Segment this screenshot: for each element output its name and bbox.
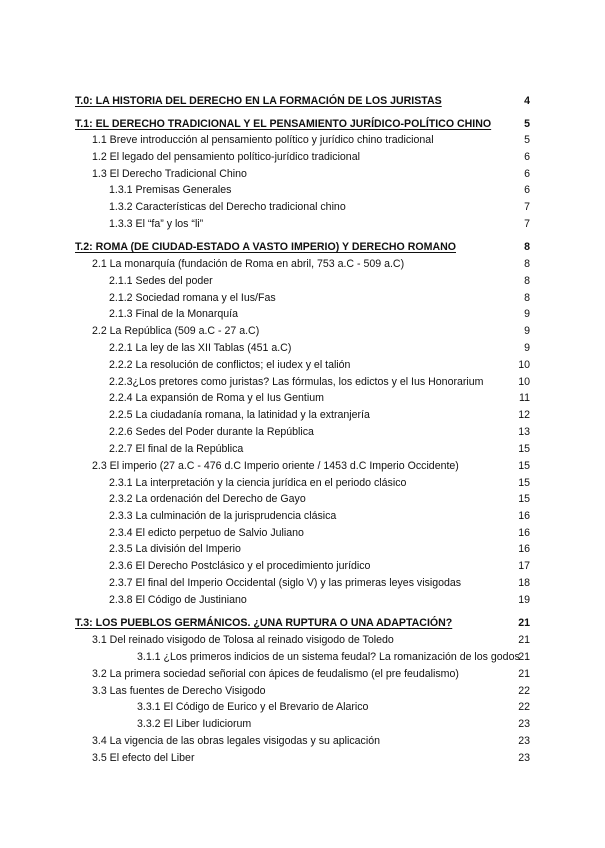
toc-subsection[interactable] (75, 216, 530, 232)
toc-section[interactable] (75, 323, 530, 339)
toc-section[interactable] (75, 149, 530, 165)
toc-page: 7 (524, 218, 530, 230)
toc-page: 17 (518, 560, 530, 572)
toc-title: 1.2 El legado del pensamiento político-jurídico tradicional (92, 151, 360, 163)
toc-title: 2.2.1 La ley de las XII Tablas (451 a.C) (109, 342, 292, 354)
toc-page: 15 (518, 460, 530, 472)
toc-page: 9 (524, 342, 530, 354)
toc-title: 3.3.1 El Código de Eurico y el Brevario de Alarico (137, 701, 369, 713)
toc-title: 1.1 Breve introducción al pensamiento político y jurídico chino tradicional (92, 134, 434, 146)
toc-title: 2.1 La monarquía (fundación de Roma en abril, 753 a.C - 509 a.C) (92, 258, 405, 270)
toc-subsection[interactable] (75, 592, 530, 608)
toc-page: 21 (518, 634, 530, 646)
toc-title: T.2: ROMA (DE CIUDAD-ESTADO A VASTO IMPERIO) Y DERECHO ROMANO (75, 241, 456, 253)
toc-page: 16 (518, 527, 530, 539)
toc-chapter-0[interactable] (75, 93, 530, 109)
toc-subsection[interactable] (75, 575, 530, 591)
toc-subsection[interactable] (75, 525, 530, 541)
toc-title: T.3: LOS PUEBLOS GERMÁNICOS. ¿UNA RUPTURA O UNA ADAPTACIÓN? (75, 617, 453, 629)
toc-page: 13 (518, 426, 530, 438)
toc-title: 2.2.6 Sedes del Poder durante la República (109, 426, 314, 438)
toc-page: 21 (518, 651, 530, 663)
toc-subsection[interactable] (75, 340, 530, 356)
toc-subsection[interactable] (75, 357, 530, 373)
toc-title: 2.3.5 La división del Imperio (109, 543, 241, 555)
toc-section[interactable] (75, 632, 530, 648)
toc-page: 15 (518, 477, 530, 489)
toc-title: 2.3.3 La culminación de la jurisprudencia clásica (109, 510, 337, 522)
toc-page: 5 (524, 118, 530, 130)
toc-title: 2.1.2 Sociedad romana y el Ius/Fas (109, 292, 276, 304)
toc-page: 8 (524, 241, 530, 253)
toc-subsection[interactable] (75, 407, 530, 423)
toc-chapter-3[interactable] (75, 615, 530, 631)
toc-title: 2.2.2 La resolución de conflictos; el iudex y el talión (109, 359, 351, 371)
toc-section[interactable] (75, 166, 530, 182)
toc-subsection[interactable] (75, 699, 530, 715)
toc-subsection[interactable] (75, 649, 530, 665)
toc-section[interactable] (75, 458, 530, 474)
toc-title: 1.3 El Derecho Tradicional Chino (92, 168, 247, 180)
toc-page: 22 (518, 685, 530, 697)
toc-page: 4 (524, 95, 530, 107)
toc-subsection[interactable] (75, 199, 530, 215)
toc-page: 8 (524, 275, 530, 287)
toc-title: T.1: EL DERECHO TRADICIONAL Y EL PENSAMIENTO JURÍDICO-POLÍTICO CHINO (75, 118, 492, 130)
toc-page: 7 (524, 201, 530, 213)
toc-page: 9 (524, 325, 530, 337)
toc-title: 2.3 El imperio (27 a.C - 476 d.C Imperio oriente / 1453 d.C Imperio Occidente) (92, 460, 459, 472)
toc-title: 2.2.3¿Los pretores como juristas? Las fórmulas, los edictos y el Ius Honorarium (109, 376, 484, 388)
toc-chapter-1[interactable] (75, 116, 530, 132)
toc-subsection[interactable] (75, 508, 530, 524)
toc-page: 11 (519, 392, 530, 404)
toc-page: 16 (518, 543, 530, 555)
toc-page: 6 (524, 184, 530, 196)
toc-subsection[interactable] (75, 182, 530, 198)
toc-page: 10 (518, 376, 530, 388)
toc-page: 15 (518, 443, 530, 455)
toc-title: 2.3.7 El final del Imperio Occidental (siglo V) y las primeras leyes visigodas (109, 577, 462, 589)
toc-page: 16 (518, 510, 530, 522)
toc-page: 12 (518, 409, 530, 421)
toc-title: 1.3.3 El “fa” y los “li” (109, 218, 204, 230)
toc-page: 8 (524, 258, 530, 270)
toc-title: 3.2 La primera sociedad señorial con ápices de feudalismo (el pre feudalismo) (92, 668, 459, 680)
toc-title: 1.3.2 Características del Derecho tradicional chino (109, 201, 346, 213)
toc-page: 10 (518, 359, 530, 371)
toc-title: 2.3.6 El Derecho Postclásico y el procedimiento jurídico (109, 560, 371, 572)
toc-section[interactable] (75, 132, 530, 148)
toc-page: 15 (518, 493, 530, 505)
toc-section[interactable] (75, 750, 530, 766)
toc-title: 2.2.4 La expansión de Roma y el Ius Gentium (109, 392, 324, 404)
toc-title: 3.4 La vigencia de las obras legales visigodas y su aplicación (92, 735, 380, 747)
toc-subsection[interactable] (75, 306, 530, 322)
toc-title: 2.2 La República (509 a.C - 27 a.C) (92, 325, 260, 337)
toc-title: 3.1.1 ¿Los primeros indicios de un sistema feudal? La romanización de los godos (137, 651, 520, 663)
toc-subsection[interactable] (75, 541, 530, 557)
toc-page: 19 (518, 594, 530, 606)
toc-title: 2.1.1 Sedes del poder (109, 275, 213, 287)
toc-page: 21 (518, 668, 530, 680)
toc-page: 23 (518, 718, 530, 730)
toc-subsection[interactable] (75, 475, 530, 491)
toc-section[interactable] (75, 666, 530, 682)
toc-subsection[interactable] (75, 390, 530, 406)
toc-section[interactable] (75, 733, 530, 749)
toc-title: 1.3.1 Premisas Generales (109, 184, 232, 196)
toc-title: 2.3.4 El edicto perpetuo de Salvio Juliano (109, 527, 304, 539)
toc-title: 2.2.5 La ciudadanía romana, la latinidad y la extranjería (109, 409, 370, 421)
toc-page: 22 (518, 701, 530, 713)
toc-page: 18 (518, 577, 530, 589)
toc-page: 5 (524, 134, 530, 146)
toc-section[interactable] (75, 256, 530, 272)
toc-title: 3.1 Del reinado visigodo de Tolosa al reinado visigodo de Toledo (92, 634, 394, 646)
toc-title: 2.3.1 La interpretación y la ciencia jurídica en el periodo clásico (109, 477, 407, 489)
toc-subsection[interactable] (75, 374, 530, 390)
toc-subsection[interactable] (75, 424, 530, 440)
toc-subsection[interactable] (75, 558, 530, 574)
toc-title: 2.3.8 El Código de Justiniano (109, 594, 247, 606)
toc-page: 8 (524, 292, 530, 304)
toc-title: 2.3.2 La ordenación del Derecho de Gayo (109, 493, 306, 505)
toc-title: 2.2.7 El final de la República (109, 443, 244, 455)
toc-subsection[interactable] (75, 441, 530, 457)
toc-subsection[interactable] (75, 273, 530, 289)
toc-page: 23 (518, 735, 530, 747)
toc-page: 9 (524, 308, 530, 320)
toc-title: T.0: LA HISTORIA DEL DERECHO EN LA FORMACIÓN DE LOS JURISTAS (75, 95, 442, 107)
toc-title: 3.3.2 El Liber Iudiciorum (137, 718, 252, 730)
toc-page: 21 (518, 617, 530, 629)
toc-section[interactable] (75, 683, 530, 699)
toc-page: 6 (524, 168, 530, 180)
toc-title: 3.3 Las fuentes de Derecho Visigodo (92, 685, 266, 697)
toc-subsection[interactable] (75, 290, 530, 306)
toc-title: 2.1.3 Final de la Monarquía (109, 308, 238, 320)
toc-chapter-2[interactable] (75, 239, 530, 255)
toc-title: 3.5 El efecto del Liber (92, 752, 195, 764)
toc-page: 6 (524, 151, 530, 163)
toc-page: 23 (518, 752, 530, 764)
toc-subsection[interactable] (75, 716, 530, 732)
toc-subsection[interactable] (75, 491, 530, 507)
